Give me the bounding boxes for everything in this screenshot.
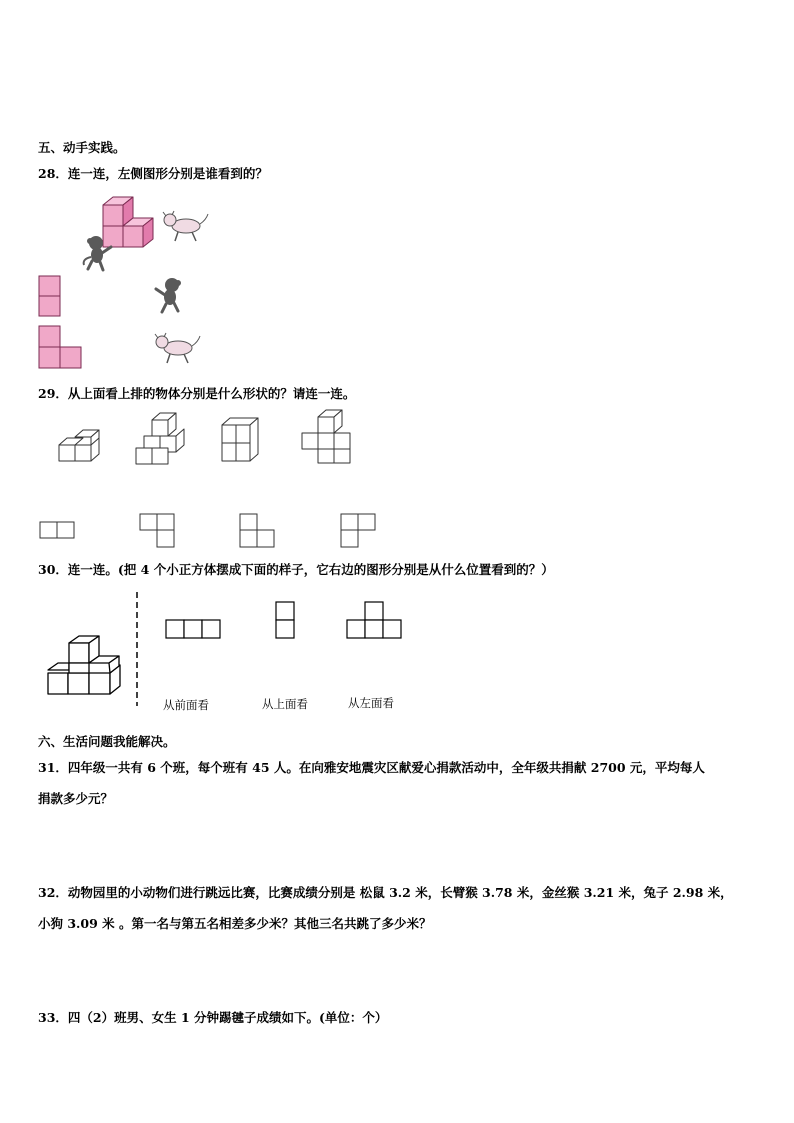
q28-view-l-shape <box>38 325 88 375</box>
q28-view-vertical-two <box>38 275 68 325</box>
q30-label-front: 从前面看 <box>163 698 209 712</box>
section-6-title: 六、生活问题我能解决。 <box>38 734 176 749</box>
q30-label-top: 从上面看 <box>262 697 308 711</box>
section-5-title: 五、动手实践。 <box>38 140 126 155</box>
q28-dog-icon <box>158 210 210 246</box>
q31-line-2: 捐款多少元？ <box>38 791 114 806</box>
q30-label-left: 从左面看 <box>348 696 394 710</box>
q32-line-1: 32．动物园里的小动物们进行跳远比赛，比赛成绩分别是 松鼠 3.2 米，长臂猴 3.78 米，金丝猴 3.21 米，兔子 2.98 米， <box>38 885 733 900</box>
q30-text: 30．连一连。(把 4 个小正方体摆成下面的样子，它右边的图形分别是从什么位置看到的？） <box>38 562 554 577</box>
q32-line-2: 小狗 3.09 米 。第一名与第五名相差多少米？其他三名共跳了多少米？ <box>38 916 432 931</box>
q28-monkey-icon-2 <box>150 275 190 315</box>
q28-monkey-icon <box>78 233 118 273</box>
q33-text: 33．四（2）班男、女生 1 分钟踢毽子成绩如下。(单位：个） <box>38 1010 388 1025</box>
q28-dog-icon-2 <box>150 332 202 368</box>
q28-text: 28．连一连，左侧图形分别是谁看到的？ <box>38 166 268 181</box>
q31-line-1: 31．四年级一共有 6 个班，每个班有 45 人。在向雅安地震灾区献爱心捐款活动中，全年级共捐献 2700 元，平均每人 <box>38 760 705 775</box>
q29-text: 29．从上面看上排的物体分别是什么形状的？请连一连。 <box>38 386 356 401</box>
